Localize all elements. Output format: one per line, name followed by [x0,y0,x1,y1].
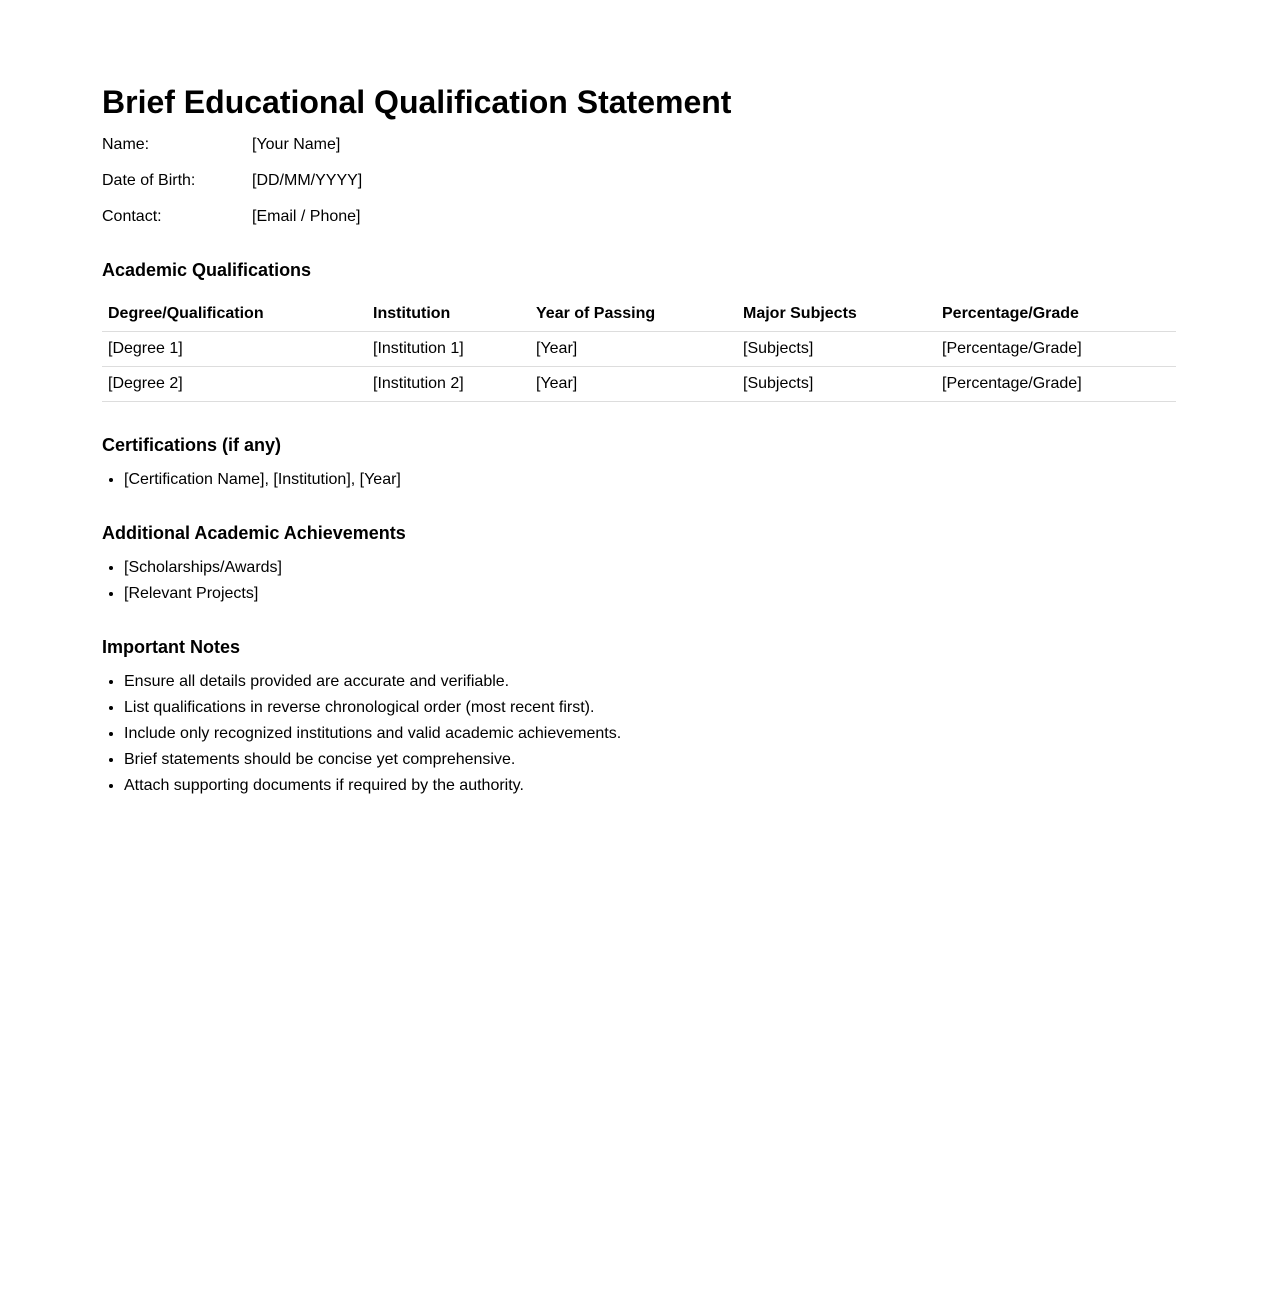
achievements-heading: Additional Academic Achievements [102,523,406,543]
column-header: Degree/Qualification [102,296,367,332]
table-header-row [102,296,1176,332]
column-header: Percentage/Grade [936,296,1176,332]
info-label: Name: [102,136,150,153]
certifications-heading: Certifications (if any) [102,435,282,455]
list-item: • [Scholarships/Awards] [124,555,282,581]
page-title: Brief Educational Qualification Statement [102,84,732,120]
table-cell: [Year] [530,332,737,367]
list-item: • [Certification Name], [Institution], [Year] [124,467,401,493]
table-row [102,367,1176,402]
list-item: • Brief statements should be concise yet comprehensive. [124,747,621,773]
table-cell: [Institution 1] [367,332,530,367]
qualifications-table [102,296,1176,402]
list-item: • Include only recognized institutions and valid academic achievements. [124,721,621,747]
table-cell: [Subjects] [737,367,936,402]
list-item: • Ensure all details provided are accurate and verifiable. [124,669,621,695]
info-value: [Email / Phone] [252,208,361,225]
list-item: • Attach supporting documents if required by the authority. [124,773,621,799]
column-header: Year of Passing [530,296,737,332]
notes-heading: Important Notes [102,637,241,657]
info-row-name [102,135,362,171]
info-row-contact [102,207,362,243]
table-cell: [Year] [530,367,737,402]
table-cell: [Subjects] [737,332,936,367]
info-label: Date of Birth: [102,172,196,189]
column-header: Major Subjects [737,296,936,332]
info-value: [DD/MM/YYYY] [252,172,363,189]
info-value: [Your Name] [252,136,341,153]
table-cell: [Percentage/Grade] [936,367,1176,402]
info-label: Contact: [102,208,162,225]
achievements-list [102,555,282,607]
list-item: • List qualifications in reverse chronological order (most recent first). [124,695,621,721]
certifications-list [102,467,401,493]
info-row-dob [102,171,362,207]
table-row [102,332,1176,367]
table-cell: [Percentage/Grade] [936,332,1176,367]
table-cell: [Degree 2] [102,367,367,402]
notes-list [102,669,621,799]
table-cell: [Degree 1] [102,332,367,367]
table-cell: [Institution 2] [367,367,530,402]
list-item: • [Relevant Projects] [124,581,282,607]
column-header: Institution [367,296,530,332]
personal-info [102,135,362,243]
academic-heading: Academic Qualifications [102,260,312,280]
